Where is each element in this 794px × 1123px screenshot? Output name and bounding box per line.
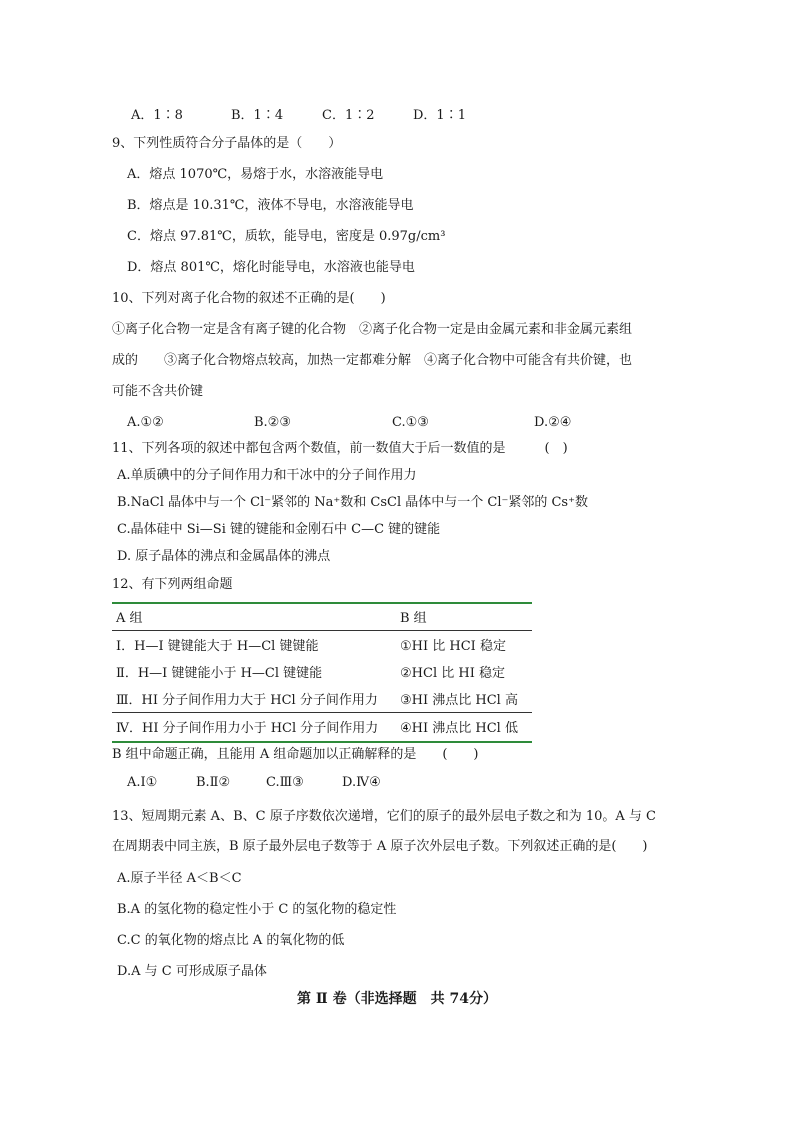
q9-option-c: C．熔点 97.81℃，质软，能导电，密度是 0.97g/cm³ — [127, 229, 446, 244]
q13-stem-line-1: 13、短周期元素 A、B、C 原子序数依次递增，它们的原子的最外层电子数之和为 10。A 与 C — [112, 809, 656, 824]
q12-option-b: B.Ⅱ② — [196, 775, 231, 790]
q12-after: B 组中命题正确，且能用 A 组命题加以正确解释的是 ( ) — [112, 747, 479, 762]
q8-option-d: D．1∶1 — [413, 108, 466, 123]
row-2-b: ②HCl 比 HI 稳定 — [400, 666, 505, 681]
q10-option-d: D.②④ — [534, 415, 572, 430]
q12-stem: 12、有下列两组命题 — [112, 577, 233, 592]
propositions-table — [112, 603, 532, 740]
table-header-row — [112, 603, 532, 631]
row-1-b: ①HI 比 HCI 稳定 — [400, 639, 506, 654]
q13-option-a: A.原子半径 A＜B＜C — [117, 871, 242, 886]
row-3-b: ③HI 沸点比 HCl 高 — [400, 693, 518, 708]
q8-option-a: A．1∶8 — [131, 108, 183, 123]
table-row — [112, 631, 532, 659]
row-4-b: ④HI 沸点比 HCl 低 — [396, 713, 532, 741]
q10-body-line-2: 成的 ③离子化合物熔点较高，加热一定都难分解 ④离子化合物中可能含有共价键，也 — [112, 353, 633, 368]
table-bottom-rule — [112, 741, 532, 743]
q12-option-a: A.Ⅰ① — [127, 775, 158, 790]
q8-option-b: B．1∶4 — [231, 108, 284, 123]
row-2-a: Ⅱ．H—I 键键能小于 H—Cl 键键能 — [116, 666, 323, 681]
row-4-a: Ⅳ．HI 分子间作用力小于 HCl 分子间作用力 — [112, 713, 396, 741]
q10-option-b: B.②③ — [254, 415, 291, 430]
q11-option-a: A.单质碘中的分子间作用力和干冰中的分子间作用力 — [117, 468, 417, 483]
q12-option-d: D.Ⅳ④ — [342, 775, 381, 790]
q9-option-b: B．熔点是 10.31℃，液体不导电，水溶液能导电 — [127, 198, 414, 213]
q11-option-d: D. 原子晶体的沸点和金属晶体的沸点 — [117, 549, 331, 564]
q10-option-c: C.①③ — [392, 415, 429, 430]
q9-stem: 9、下列性质符合分子晶体的是（ ） — [112, 136, 342, 151]
q13-stem-line-2: 在周期表中同主族，B 原子最外层电子数等于 A 原子次外层电子数。下列叙述正确的是( ) — [112, 839, 648, 854]
q13-option-c: C.C 的氧化物的熔点比 A 的氧化物的低 — [117, 933, 345, 948]
q11-stem: 11、下列各项的叙述中都包含两个数值，前一数值大于后一数值的是 ( ) — [112, 441, 568, 456]
section-title: 第 Ⅱ 卷（非选择题 共 74分） — [297, 991, 497, 1007]
row-1-a: Ⅰ．H—I 键键能大于 H—Cl 键键能 — [116, 639, 319, 654]
q9-option-a: A．熔点 1070℃，易熔于水，水溶液能导电 — [127, 167, 384, 182]
header-group-b: B 组 — [396, 603, 532, 631]
header-group-a: A 组 — [112, 603, 396, 631]
q10-stem: 10、下列对离子化合物的叙述不正确的是( ) — [112, 291, 386, 306]
table-row — [112, 658, 532, 685]
q9-option-d: D．熔点 801℃，熔化时能导电，水溶液也能导电 — [127, 260, 415, 275]
q11-option-c: C.晶体硅中 Si—Si 键的键能和金刚石中 C—C 键的键能 — [117, 522, 441, 537]
q10-option-a: A.①② — [127, 415, 164, 430]
q13-option-b: B.A 的氢化物的稳定性小于 C 的氢化物的稳定性 — [117, 902, 397, 917]
q13-option-d: D.A 与 C 可形成原子晶体 — [117, 964, 267, 979]
q11-option-b: B.NaCl 晶体中与一个 Cl⁻紧邻的 Na⁺数和 CsCl 晶体中与一个 Cl⁻紧邻的 Cs⁺数 — [117, 495, 588, 510]
table-row — [112, 713, 532, 741]
q12-option-c: C.Ⅲ③ — [266, 775, 304, 790]
row-3-a: Ⅲ．HI 分子间作用力大于 HCl 分子间作用力 — [116, 693, 378, 708]
q8-option-c: C．1∶2 — [322, 108, 375, 123]
q10-body-line-3: 可能不含共价键 — [112, 384, 204, 399]
q10-body-line-1: ①离子化合物一定是含有离子键的化合物 ②离子化合物一定是由金属元素和非金属元素组 — [112, 322, 633, 337]
table-row — [112, 685, 532, 713]
